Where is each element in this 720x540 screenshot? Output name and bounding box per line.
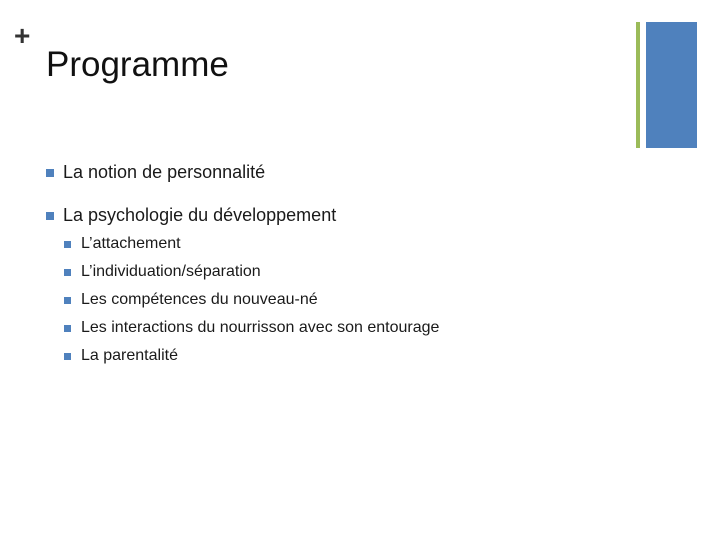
bullet-marker-icon [64,241,71,248]
bullet-marker-icon [46,212,54,220]
sub-bullet-item: L’individuation/séparation [81,263,261,280]
bullet-marker-icon [64,297,71,304]
bullet-item: La notion de personnalité [63,162,266,182]
sub-bullet-item: Les compétences du nouveau-né [81,291,318,308]
sub-bullet-item: L’attachement [81,235,181,252]
bullet-marker-icon [64,325,71,332]
plus-icon: + [14,20,31,51]
sub-bullet-item: Les interactions du nourrisson avec son entourage [81,319,440,336]
bullet-marker-icon [46,169,54,177]
accent-bar-blue [646,22,697,148]
slide-title: Programme [46,45,229,84]
sub-bullet-item: La parentalité [81,347,178,364]
bullet-marker-icon [64,353,71,360]
bullet-marker-icon [64,269,71,276]
accent-bar-green [636,22,640,148]
bullet-item: La psychologie du développement [63,205,337,225]
